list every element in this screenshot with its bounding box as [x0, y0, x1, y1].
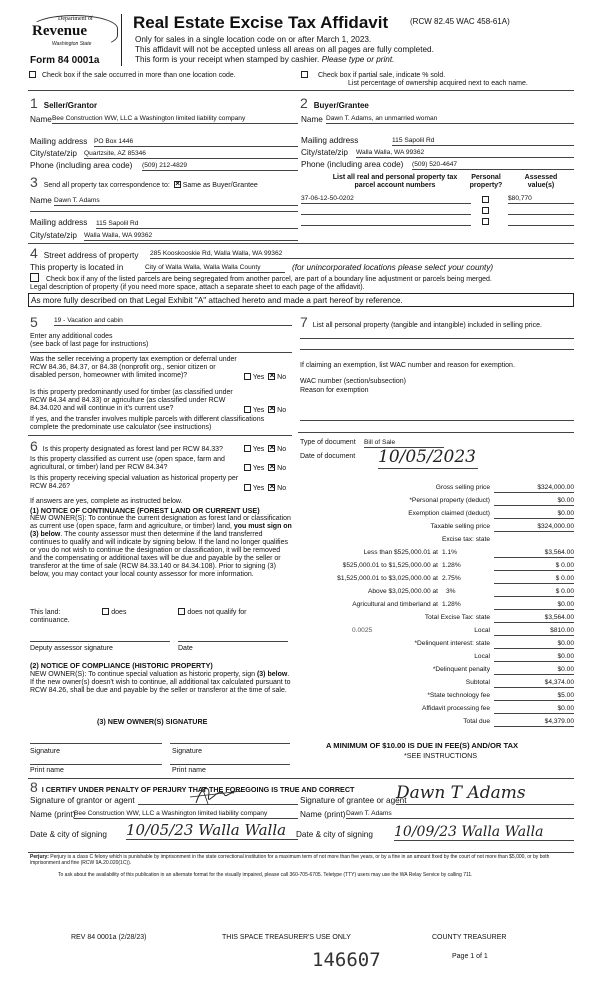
correspondence-heading	[30, 174, 258, 190]
perjury-text: Perjury is a class C felony which is punishable by imprisonment in the state correctional institution for a maximum term of not more than five years, or by a fine in an amount fixed by the court of not more than $5,000, or by both imprisonment and fine (RCW 9A.20.020(1C)).	[30, 854, 550, 866]
tier4-rate: 3%	[446, 588, 456, 595]
multi-location-check[interactable]	[29, 71, 236, 80]
grantee-sig-label: Signature of grantee or agent	[300, 796, 407, 805]
s5-note: If yes, and the transfer involves multiple parcels with different classifications complete the predominate use calculator (see instructions)	[30, 416, 265, 432]
logo-main: Revenue	[32, 23, 87, 39]
tier3-value[interactable]: $ 0.00	[494, 575, 574, 584]
yes-label: Yes	[252, 374, 265, 381]
taxable-label: Taxable selling price	[430, 523, 490, 530]
deputy-signature-label: Deputy assessor signature	[30, 645, 113, 652]
same-as-buyer-label: Same as Buyer/Grantee	[182, 182, 258, 189]
tech-fee-value[interactable]: $5.00	[494, 692, 574, 701]
segregated-checkbox[interactable]	[30, 273, 39, 282]
logo-sub: Washington State	[52, 41, 92, 47]
buyer-name-field[interactable]: Dawn T. Adams, an unmarried woman	[326, 115, 574, 124]
legal-label: Legal description of property (if you need more space, attach a separate sheet to each page of the affidavit).	[30, 284, 365, 291]
seller-city-field[interactable]: Quartzsite, AZ 85346	[84, 150, 298, 159]
delinq-local-label: Local	[474, 653, 490, 660]
seller-name-field[interactable]: Bee Construction WW, LLC a Washington limited liability company	[52, 115, 298, 124]
does-not-qualify-checkbox[interactable]	[178, 608, 185, 615]
tier3-label: $1,525,000.01 to $3,025,000.00 at	[337, 575, 438, 582]
owner-sig-line-1[interactable]	[30, 740, 162, 744]
owner-print-line-1[interactable]	[30, 758, 162, 765]
total-due-label: Total due	[463, 718, 490, 725]
multi-location-checkbox[interactable]	[29, 71, 36, 78]
s5-q1-answers	[244, 373, 286, 382]
codes-label: Enter any additional codes	[30, 333, 113, 340]
delinq-state-value[interactable]: $0.00	[494, 640, 574, 649]
this-land-row	[30, 608, 292, 617]
buyer-mail-label: Mailing address	[301, 136, 359, 145]
notice1-body	[30, 515, 292, 579]
header-line-3-text: This form is your receipt when stamped by cashier.	[135, 55, 320, 64]
exempt-value[interactable]: $0.00	[494, 510, 574, 519]
header-line-3-emphasis: Please type or print.	[321, 55, 395, 64]
personal-col-header: Personal property?	[469, 174, 503, 190]
tier4-value[interactable]: $ 0.00	[494, 588, 574, 597]
street-label: Street address of property	[43, 251, 139, 260]
personal-value[interactable]: $0.00	[494, 497, 574, 506]
no-label: No	[277, 446, 287, 453]
continuance-label: continuance.	[30, 617, 70, 624]
seller-phone-label: Phone (including area code)	[30, 161, 133, 170]
codes-line	[30, 352, 292, 353]
s6-q2-yes-checkbox[interactable]	[244, 464, 251, 471]
s6-q2-answers	[244, 464, 286, 473]
rule-top	[28, 90, 574, 91]
seller-number: 1	[30, 95, 38, 111]
rule-footer	[28, 852, 574, 853]
tier2-label: $525,000.01 to $1,525,000.00 at	[342, 562, 438, 569]
assessed-value[interactable]: $80,770	[508, 195, 574, 204]
owner-sig-line-2[interactable]	[170, 740, 290, 744]
rule-s5	[28, 435, 292, 436]
s6-q3: Is this property receiving special valuation as historical property per RCW 84.26?	[30, 475, 239, 491]
grantee-date-label: Date & city of signing	[296, 830, 373, 839]
parcel-row[interactable]	[301, 217, 574, 228]
s6-instructions: If answers are yes, complete as instructed below.	[30, 498, 183, 505]
local-rate: 0.0025	[352, 627, 373, 634]
notice1-text-a: NEW OWNER(S): To continue the current designation as forest land or classification as current use (open space, farm and agriculture, or timber) land,	[30, 515, 291, 531]
subtotal-value[interactable]: $4,374.00	[494, 679, 574, 688]
grantee-name-field[interactable]: Dawn T. Adams	[346, 810, 574, 819]
deputy-date-label: Date	[178, 645, 193, 652]
proc-fee-value[interactable]: $0.00	[494, 705, 574, 714]
s6-q3-no-checkbox[interactable]	[268, 484, 275, 491]
s7-line-1	[300, 338, 574, 339]
partial-sale-checkbox[interactable]	[301, 71, 308, 78]
owner-signature-label: Signature	[30, 748, 60, 755]
form-number: Form 84 0001a	[30, 55, 100, 66]
page-number: Page 1 of 1	[452, 953, 488, 960]
buyer-mail-field[interactable]: 115 Sapolil Rd	[392, 137, 574, 146]
assessed-value[interactable]	[508, 217, 574, 226]
grantor-signature[interactable]	[138, 785, 298, 805]
use-code-row	[30, 314, 38, 330]
partial-sale-check[interactable]	[301, 71, 445, 80]
buyer-city-field[interactable]: Walla Walla, WA 99362	[356, 149, 574, 158]
doc-type-field[interactable]: Bill of Sale	[364, 439, 444, 448]
owner-signature-label: Signature	[172, 748, 202, 755]
personal-property-checkbox[interactable]	[482, 196, 489, 203]
agri-value[interactable]: $0.00	[494, 601, 574, 610]
s6-q2-no-checkbox[interactable]	[268, 464, 275, 471]
does-label: does	[111, 609, 127, 616]
use-code-field[interactable]: 19 - Vacation and cabin	[54, 317, 292, 326]
grantee-date-field[interactable]: 10/09/23 Walla Walla	[394, 824, 574, 841]
buyer-number: 2	[300, 95, 308, 111]
owner-print-label: Print name	[30, 767, 64, 774]
local-label: Local	[474, 627, 490, 634]
perjury-bold: Perjury:	[30, 854, 49, 860]
s7-line-2	[300, 349, 574, 350]
assessed-col-header: Assessed value(s)	[524, 174, 558, 190]
notice1-title: (1) NOTICE OF CONTINUANCE (FOREST LAND OR CURRENT USE)	[30, 506, 260, 515]
buyer-heading-text: Buyer/Grantee	[313, 101, 369, 110]
total-state-value[interactable]: $3,564.00	[494, 614, 574, 623]
tier2-value[interactable]: $ 0.00	[494, 562, 574, 571]
s6-q1	[30, 438, 244, 454]
header-line-3	[135, 55, 394, 64]
corr-name-field[interactable]: Dawn T. Adams	[54, 197, 298, 206]
corr-mail-label: Mailing address	[30, 218, 88, 227]
owner-print-line-2[interactable]	[170, 758, 290, 765]
proc-fee-label: Affidavit processing fee	[421, 705, 490, 712]
tier2-rate: 1.28%	[442, 562, 461, 569]
seller-phone-field[interactable]: (509) 212-4829	[142, 162, 298, 171]
no-label: No	[277, 465, 287, 472]
reason-line	[300, 420, 574, 421]
subtotal-label: Subtotal	[465, 679, 490, 686]
s7-heading	[300, 314, 574, 330]
perjury-notice	[30, 855, 574, 867]
corr-city-label: City/state/zip	[30, 231, 77, 240]
s7-text: List all personal property (tangible and intangible) included in selling price.	[312, 322, 542, 329]
deputy-date-line[interactable]	[178, 636, 288, 642]
access-notice: To ask about the availability of this publication in an alternate format for the visually impaired, please call 360-705-6705. Teletype (TTY) users may use the WA Relay Service by calling 711.	[58, 872, 473, 878]
treasurer-use: THIS SPACE TREASURER'S USE ONLY	[222, 934, 351, 941]
gross-label: Gross selling price	[435, 484, 490, 491]
buyer-name-label: Name	[301, 115, 323, 124]
s6-q1-answers	[244, 445, 286, 454]
located-note: (for unincorporated locations please select your county)	[292, 263, 494, 272]
codes-sub: (see back of last page for instructions)	[30, 341, 149, 348]
partial-sale-sub: List percentage of ownership acquired next to each name.	[348, 80, 528, 87]
s5-q1-no-checkbox[interactable]	[268, 373, 275, 380]
s5-q2-yes-checkbox[interactable]	[244, 406, 251, 413]
buyer-phone-field[interactable]: (509) 520-4647	[412, 161, 574, 170]
street-field[interactable]: 285 Kooskooskie Rd, Walla Walla, WA 99362	[150, 250, 574, 259]
does-not-label: does not qualify for	[187, 609, 247, 616]
multi-location-label: Check box if the sale occurred in more than one location code.	[41, 72, 236, 79]
grantor-name-label: Name (print)	[30, 810, 76, 819]
seller-heading	[30, 95, 97, 111]
buyer-phone-label: Phone (including area code)	[301, 160, 404, 169]
located-field[interactable]: City of Walla Walla, Walla Walla County	[145, 264, 285, 273]
s5-q2-no-checkbox[interactable]	[268, 406, 275, 413]
yes-label: Yes	[252, 485, 265, 492]
no-label: No	[277, 407, 287, 414]
delinq-local-value[interactable]: $0.00	[494, 653, 574, 662]
header-line-2: This affidavit will not be accepted unless all areas on all pages are fully completed.	[135, 45, 434, 54]
tax-table	[300, 484, 574, 734]
taxable-value[interactable]: $324,000.00	[494, 523, 574, 532]
doc-type-label: Type of document	[300, 439, 356, 446]
logo-swoosh	[30, 15, 118, 49]
tier1-rate: 1.1%	[442, 549, 458, 556]
see-instructions: *SEE INSTRUCTIONS	[404, 751, 478, 760]
no-label: No	[277, 374, 287, 381]
buyer-heading	[300, 95, 369, 111]
notice1-text-b: . The county assessor must then determine if the land transferred continues to qualify and will indicate by signing below. If the land no longer qualifies or you do not wish to continue the designation or classification, it will be removed and the compensating or additional taxes will be due and payable by the seller or transferor at the time of sale (RCW 84.33.140 or 84.34.108). Prior to signing (3) below, you may contact your local county assessor for more information.	[30, 531, 288, 579]
section6-number: 6	[30, 438, 38, 454]
gross-value[interactable]: $324,000.00	[494, 484, 574, 493]
grantee-name-label: Name (print)	[300, 810, 346, 819]
corr-extra-line	[30, 211, 298, 212]
excise-state-label: Excise tax: state	[441, 536, 490, 543]
s6-q2: Is this property classified as current use (open space, farm and agricultural, or timber) land per RCW 84.34?	[30, 456, 225, 472]
correspondence-text: Send all property tax correspondence to:	[43, 182, 170, 189]
personal-property-checkbox[interactable]	[482, 218, 489, 225]
grantor-name-field[interactable]: Bee Construction WW, LLC a Washington limited liability company	[74, 810, 298, 819]
owner-signature-title: (3) NEW OWNER(S) SIGNATURE	[97, 717, 208, 726]
rule-mid	[28, 243, 574, 244]
wac-label: WAC number (section/subsection)	[300, 378, 406, 385]
no-label: No	[277, 485, 287, 492]
form-title: Real Estate Excise Tax Affidavit	[133, 13, 389, 32]
s6-q1-no-checkbox[interactable]	[268, 445, 275, 452]
tier3-rate: 2.75%	[442, 575, 461, 582]
buyer-city-label: City/state/zip	[301, 148, 348, 157]
personal-label: *Personal property (deduct)	[409, 497, 490, 504]
tier1-label: Less than $525,000.01 at	[363, 549, 438, 556]
total-due-value[interactable]: $4,379.00	[494, 718, 574, 727]
parcel-row[interactable]	[301, 195, 574, 206]
s5-q1: Was the seller receiving a property tax exemption or deferral under RCW 84.36, 84.37, or 84.38 (nonprofit org., senior citizen or disabled person, homeowner with limited income)?	[30, 356, 237, 380]
s5-q2-answers	[244, 406, 286, 415]
local-value[interactable]: $810.00	[494, 627, 574, 636]
seller-mail-field[interactable]: PO Box 1446	[94, 138, 298, 147]
street-row	[30, 245, 138, 261]
same-as-buyer-checkbox[interactable]	[174, 181, 181, 188]
owner-print-label: Print name	[172, 767, 206, 774]
grantor-signature-scribble	[138, 785, 298, 805]
header-divider	[121, 14, 122, 66]
agri-rate: 1.28%	[442, 601, 461, 608]
notice1-bold: you must sign on (3) below	[30, 523, 292, 539]
seller-name-label: Name	[30, 115, 52, 124]
segregated-check[interactable]	[30, 273, 574, 284]
notice2-title: (2) NOTICE OF COMPLIANCE (HISTORIC PROPERTY)	[30, 661, 213, 670]
corr-mail-field[interactable]: 115 Sapolil Rd	[96, 220, 298, 229]
stamp-number: 146607	[312, 949, 381, 971]
corr-city-field[interactable]: Walla Walla, WA 99362	[84, 232, 298, 241]
seller-mail-label: Mailing address	[30, 137, 88, 146]
notice2-text-a: NEW OWNER(S): To continue special valuation as historic property, sign	[30, 671, 255, 678]
certify-text: I CERTIFY UNDER PENALTY OF PERJURY THAT THE FOREGOING IS TRUE AND CORRECT	[41, 785, 355, 794]
yes-label: Yes	[252, 407, 265, 414]
segregated-label: Check box if any of the listed parcels are being segregated from another parcel, are part of a boundary line adjustment or parcels being merged.	[45, 276, 492, 283]
location-number: 4	[30, 245, 38, 261]
s6-q1-text: Is this property designated as forest land per RCW 84.33?	[42, 446, 223, 453]
doc-date-label: Date of document	[300, 453, 356, 460]
section5-number: 5	[30, 314, 38, 330]
corr-name-label: Name	[30, 196, 52, 205]
agri-label: Agricultural and timberland at	[352, 601, 438, 608]
header-line-1: Only for sales in a single location code on or after March 1, 2023.	[135, 35, 372, 44]
this-land-label: This land:	[30, 609, 61, 616]
s6-q3-answers	[244, 484, 286, 493]
minimum-notice: A MINIMUM OF $10.00 IS DUE IN FEE(S) AND/OR TAX	[326, 741, 519, 750]
county-treasurer: COUNTY TREASURER	[432, 934, 507, 941]
parcel-number[interactable]	[301, 206, 471, 215]
tech-fee-label: *State technology fee	[427, 692, 490, 699]
section7-number: 7	[300, 314, 308, 330]
form-statute: (RCW 82.45 WAC 458-61A)	[410, 17, 510, 26]
parcel-number[interactable]: 37-06-12-50-0202	[301, 195, 471, 204]
delinq-penalty-label: *Delinquent penalty	[432, 666, 490, 673]
delinq-state-label: *Delinquent interest: state	[414, 640, 490, 647]
deputy-signature-line[interactable]	[30, 636, 170, 642]
section8-number: 8	[30, 779, 38, 795]
rev-label: REV 84 0001a (2/28/23)	[71, 934, 147, 941]
parcel-row[interactable]	[301, 206, 574, 217]
seller-heading-text: Seller/Grantor	[43, 101, 98, 110]
parcel-col-header: List all real and personal property tax parcel account numbers	[332, 174, 458, 190]
assessed-value[interactable]	[508, 206, 574, 215]
legal-description[interactable]: As more fully described on that Legal Exhibit "A" attached hereto and made a part hereof by reference.	[28, 293, 574, 307]
s5-q2: Is this property predominantly used for timber (as classified under RCW 84.34 and 84.33) or agriculture (as classified under RCW 84.34.020 and will continue in it's current use?	[30, 389, 233, 413]
s6-q1-yes-checkbox[interactable]	[244, 445, 251, 452]
seller-city-label: City/state/zip	[30, 149, 77, 158]
s5-q1-yes-checkbox[interactable]	[244, 373, 251, 380]
doc-date-field[interactable]: 10/05/2023	[378, 448, 478, 469]
exemption-label: If claiming an exemption, list WAC number and reason for exemption.	[300, 362, 515, 369]
partial-sale-label: Check box if partial sale, indicate % sold.	[317, 72, 446, 79]
parcel-number[interactable]	[301, 217, 471, 226]
notice2-body	[30, 671, 292, 695]
located-label: This property is located in	[30, 263, 124, 272]
notice2-text-b: . If the new owner(s) doesn't wish to continue, all additional tax calculated pursuant to RCW 84.26, shall be due and payable by the seller or transferor at the time of sale.	[30, 671, 291, 695]
yes-label: Yes	[252, 446, 265, 453]
tier1-value[interactable]: $3,564.00	[494, 549, 574, 558]
grantor-sig-label: Signature of grantor or agent	[30, 796, 135, 805]
correspondence-number: 3	[30, 174, 38, 190]
grantor-date-label: Date & city of signing	[30, 830, 107, 839]
s6-q3-yes-checkbox[interactable]	[244, 484, 251, 491]
grantor-date-field[interactable]: 10/05/23 Walla Walla	[126, 822, 298, 840]
personal-property-checkbox[interactable]	[482, 207, 489, 214]
tier4-label: Above $3,025,000.00 at	[367, 588, 438, 595]
rule-s7	[298, 432, 574, 433]
does-qualify-checkbox[interactable]	[102, 608, 109, 615]
delinq-penalty-value[interactable]: $0.00	[494, 666, 574, 675]
total-state-label: Total Excise Tax: state	[424, 614, 490, 621]
logo-top: Department of	[58, 16, 93, 22]
exempt-label: Exemption claimed (deduct)	[408, 510, 490, 517]
reason-label: Reason for exemption	[300, 387, 369, 394]
notice2-bold: (3) below	[256, 671, 288, 678]
yes-label: Yes	[252, 465, 265, 472]
logo	[30, 14, 120, 54]
grantee-signature[interactable]: Dawn T Adams	[396, 784, 574, 805]
